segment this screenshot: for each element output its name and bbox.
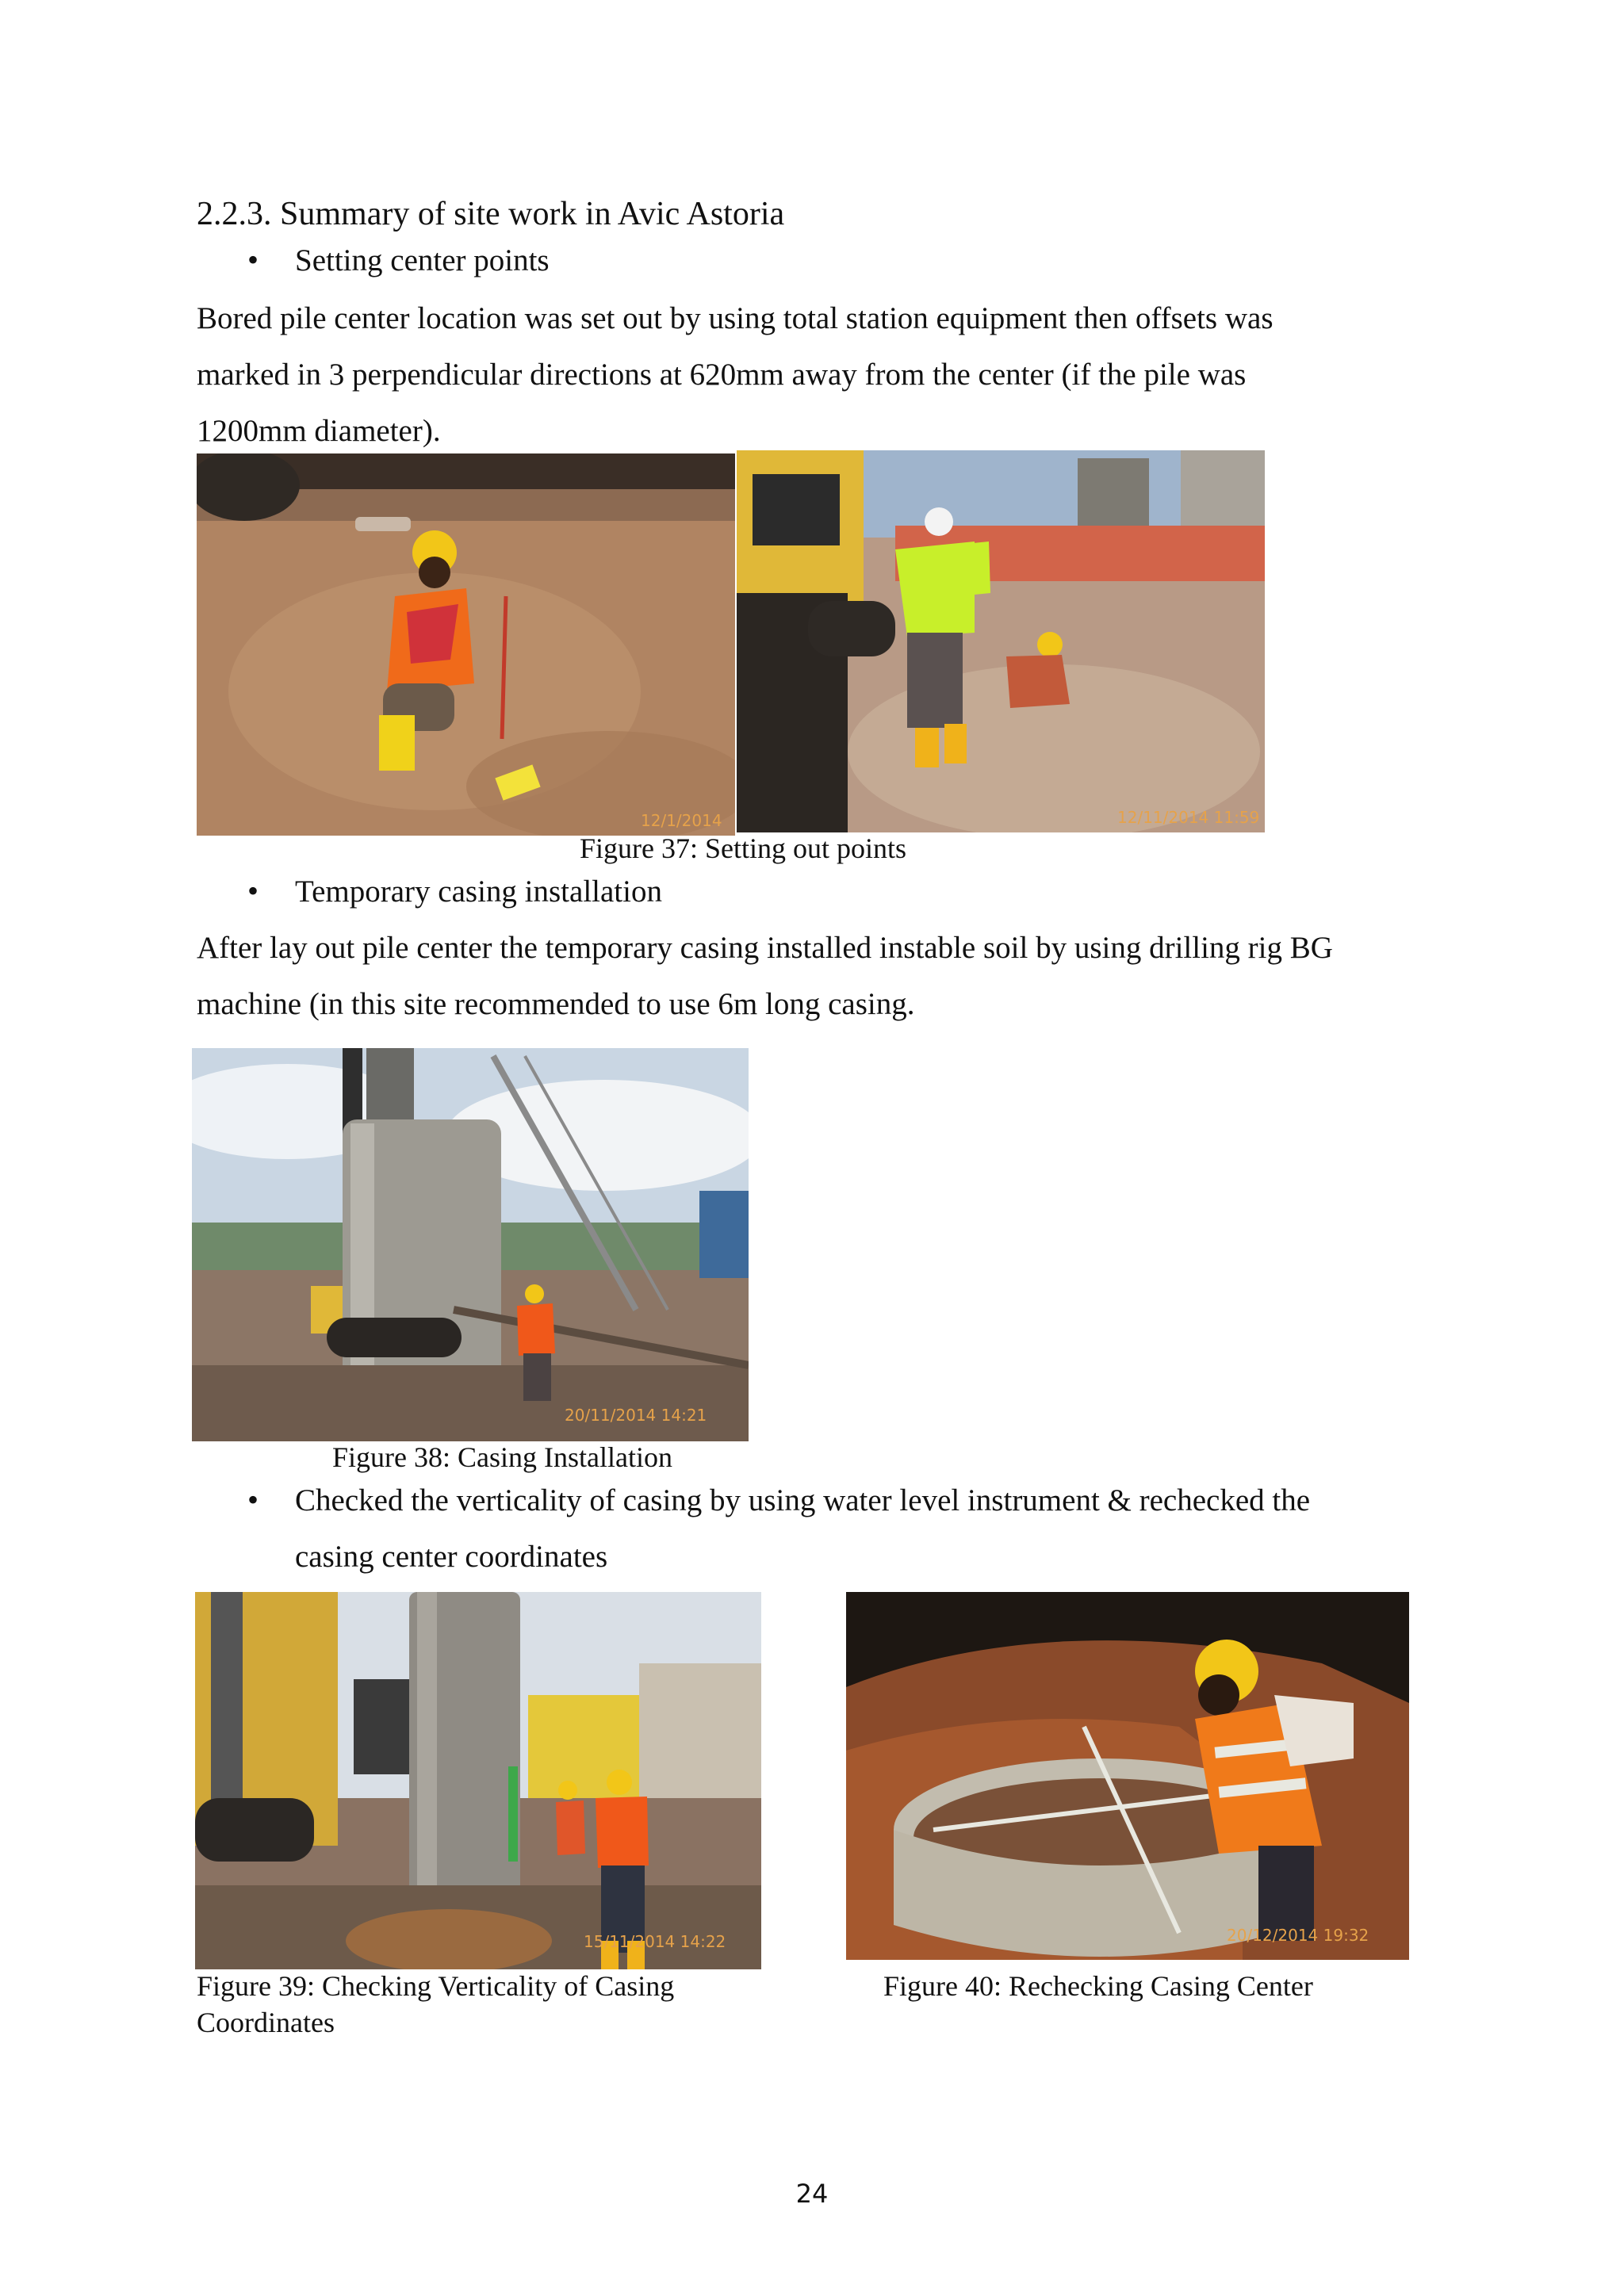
- paragraph-line: 1200mm diameter).: [197, 414, 441, 448]
- figure-39-photo: [195, 1592, 761, 1969]
- bullet-dot: •: [247, 1482, 259, 1517]
- figure-38-photo: [192, 1048, 749, 1441]
- page-number: 24: [795, 2179, 829, 2209]
- section-heading: 2.2.3. Summary of site work in Avic Astoria: [197, 196, 785, 232]
- photo-timestamp: 15/11/2014 14:22: [584, 1932, 726, 1951]
- paragraph-line: Bored pile center location was set out by using total station equipment then offsets was: [197, 301, 1274, 335]
- bullet-setting-center-points: Setting center points: [295, 243, 550, 277]
- bullet-dot: •: [247, 242, 259, 277]
- figure-40-photo: [846, 1592, 1409, 1960]
- figure-37-photo-left: [197, 453, 735, 836]
- photo-timestamp: 20/11/2014 14:21: [565, 1406, 707, 1425]
- bullet-verticality-line: Checked the verticality of casing by using water level instrument & rechecked the: [295, 1483, 1311, 1517]
- figure-caption: Figure 38: Casing Installation: [332, 1441, 672, 1473]
- bullet-dot: •: [247, 873, 259, 909]
- figure-caption: Figure 39: Checking Verticality of Casing: [197, 1970, 675, 2002]
- photo-timestamp: 12/1/2014: [641, 811, 722, 830]
- figure-caption: Figure 37: Setting out points: [580, 832, 907, 864]
- photo-timestamp: 12/11/2014 11:59: [1117, 808, 1260, 827]
- bullet-temporary-casing: Temporary casing installation: [295, 874, 662, 909]
- figure-caption: Coordinates: [197, 2007, 335, 2038]
- paragraph-line: machine (in this site recommended to use 6m long casing.: [197, 987, 915, 1021]
- figure-caption: Figure 40: Rechecking Casing Center: [883, 1970, 1313, 2002]
- paragraph-line: After lay out pile center the temporary casing installed instable soil by using drilling rig BG: [197, 931, 1333, 965]
- bullet-verticality-line: casing center coordinates: [295, 1540, 608, 1574]
- figure-37-photo-right: [737, 450, 1265, 832]
- photo-timestamp: 20/12/2014 19:32: [1227, 1926, 1369, 1945]
- paragraph-line: marked in 3 perpendicular directions at 620mm away from the center (if the pile was: [197, 358, 1247, 392]
